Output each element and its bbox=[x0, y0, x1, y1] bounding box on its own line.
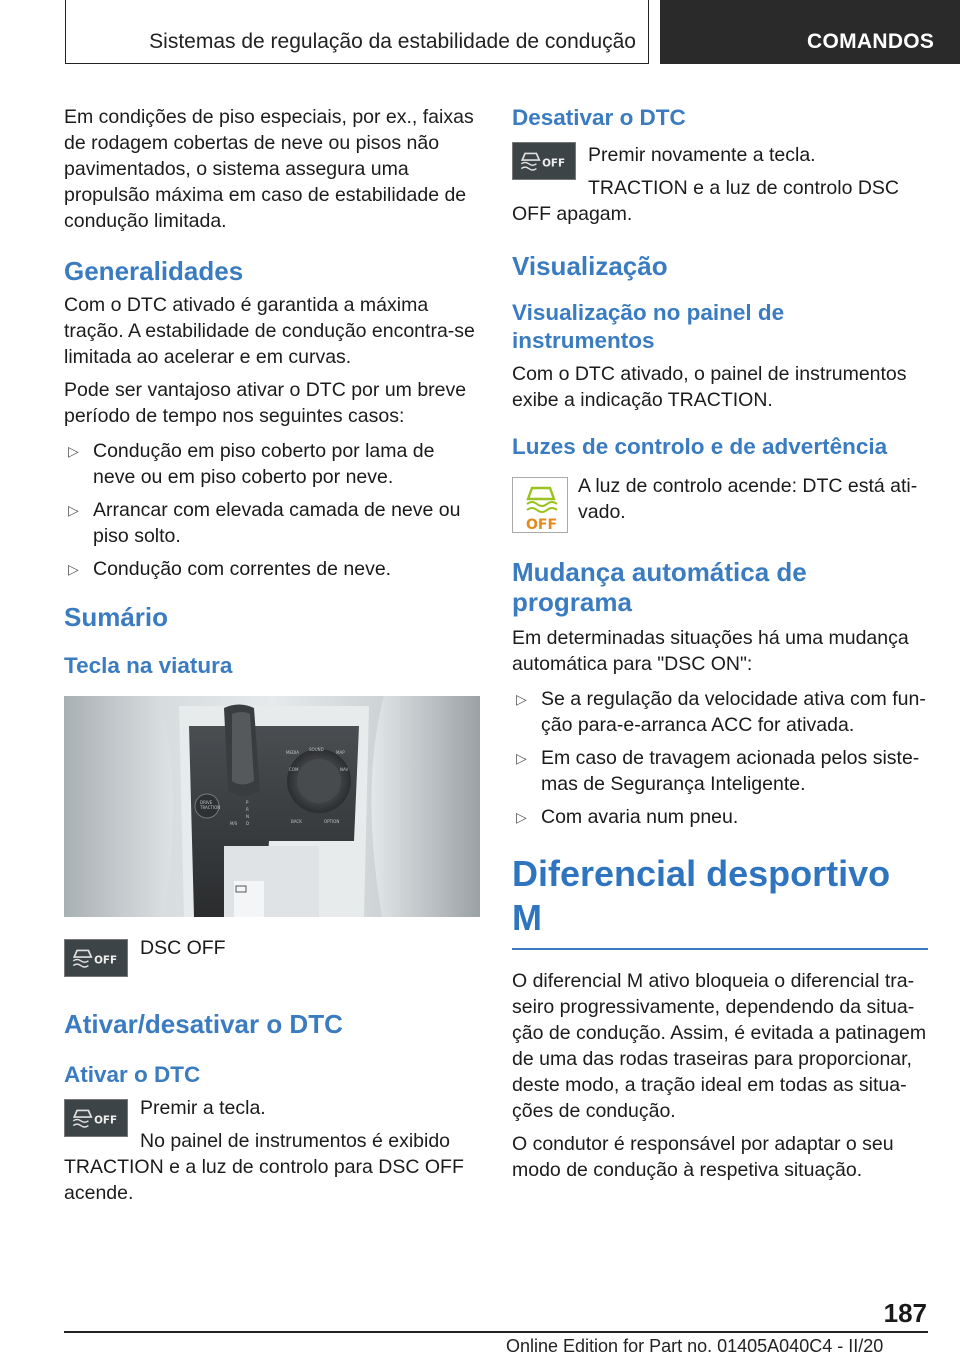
mudanca-paragraph: Em determinadas situações há uma mudança automática para "DSC ON": bbox=[512, 627, 909, 675]
header-chapter-box bbox=[660, 0, 960, 64]
triangle-bullet-icon: ▷ bbox=[68, 443, 79, 459]
photo-label: P bbox=[246, 800, 249, 805]
dsc-off-button-icon bbox=[64, 1099, 128, 1137]
list-item: ▷ Arrancar com elevada camada de neve ou piso solto. bbox=[68, 499, 461, 547]
general-paragraph-2: Pode ser vantajoso ativar o DTC por um breve período de tempo nos seguintes casos: bbox=[64, 379, 467, 427]
right-column bbox=[512, 104, 928, 1190]
tecla-heading: Tecla na viatura bbox=[64, 653, 233, 678]
triangle-bullet-icon: ▷ bbox=[68, 561, 79, 577]
photo-label: D bbox=[246, 821, 250, 826]
footer-edition: Online Edition for Part no. 01405A040C4 - II/20 bbox=[506, 1336, 884, 1356]
header-section-box bbox=[65, 0, 649, 64]
list-item: ▷ Condução com correntes de neve. bbox=[68, 558, 392, 580]
list-item: ▷ Com avaria num pneu. bbox=[516, 806, 739, 828]
photo-label: TRACTION bbox=[200, 805, 221, 810]
photo-label: MEDIA bbox=[286, 750, 299, 755]
photo-label: BACK bbox=[291, 819, 302, 824]
painel-heading: Visualização no painel de instrumentos bbox=[512, 300, 785, 353]
triangle-bullet-icon: ▷ bbox=[516, 750, 527, 766]
triangle-bullet-icon: ▷ bbox=[68, 502, 79, 518]
photo-label: N bbox=[246, 814, 249, 819]
ativar-desativar-heading: Ativar/desativar o DTC bbox=[64, 1009, 343, 1039]
footer-divider bbox=[64, 1331, 928, 1333]
left-column bbox=[64, 104, 480, 1213]
deactivate-step-2: TRACTION e a luz de controlo DSC OFF apagam. bbox=[512, 177, 900, 225]
photo-label: SOUND bbox=[309, 747, 324, 752]
center-console-photo bbox=[64, 696, 480, 917]
mudanca-heading: Mudança automática de programa bbox=[512, 557, 807, 617]
deactivate-step-1: Premir novamente a tecla. bbox=[588, 144, 816, 166]
list-item: ▷ Condução em piso coberto por lama de neve ou em piso coberto por neve. bbox=[68, 440, 435, 488]
warning-light-text: A luz de controlo acende: DTC está ativado. bbox=[578, 475, 918, 523]
photo-label: MAP bbox=[336, 750, 345, 755]
header-chapter-title: COMANDOS bbox=[807, 30, 935, 53]
diferencial-heading: Diferencial desportivo M bbox=[512, 852, 928, 950]
dsc-off-button-icon bbox=[512, 142, 576, 180]
list-item: ▷ Em caso de travagem acionada pelos sistemas de Segurança Inteligente. bbox=[516, 747, 920, 795]
diferencial-paragraph-2: O condutor é responsável por adaptar o seu modo de condução à respetiva situação. bbox=[512, 1133, 894, 1181]
dsc-off-button-icon bbox=[64, 939, 128, 977]
photo-label: OPTION bbox=[324, 819, 340, 824]
diferencial-paragraph-1: O diferencial M ativo bloqueia o diferencial traseiro progressivamente, dependendo da situação de condução. Assim, é evitada a patinagem de uma das rodas traseiras para proporcionar, deste modo, a tração ideal em todas as situações de condução. bbox=[512, 970, 927, 1122]
svg-text:OFF: OFF bbox=[94, 1114, 118, 1127]
dsc-off-row bbox=[64, 935, 480, 977]
desativar-heading: Desativar o DTC bbox=[512, 105, 686, 130]
deactivate-step-row bbox=[512, 142, 928, 227]
warning-light-row bbox=[512, 473, 928, 533]
intro-paragraph: Em condições de piso especiais, por ex., faixas de rodagem cobertas de neve ou pisos não pavimentados, o sistema assegura uma propulsão máxima em caso de estabilidade de condução limitada. bbox=[64, 106, 474, 232]
dsc-off-label: DSC OFF bbox=[140, 937, 226, 959]
photo-label: NAV bbox=[340, 767, 349, 772]
svg-text:OFF: OFF bbox=[542, 157, 566, 170]
activate-step-row bbox=[64, 1095, 480, 1206]
header-section-title: Sistemas de regulação da estabilidade de condução bbox=[149, 30, 636, 53]
activate-step-2: No painel de instrumentos é exibido TRACTION e a luz de controlo para DSC OFF acende. bbox=[64, 1130, 464, 1204]
cases-list bbox=[64, 438, 480, 582]
activate-step-1: Premir a tecla. bbox=[140, 1097, 266, 1119]
general-paragraph-1: Com o DTC ativado é garantida a máxima tração. A estabilidade de condução encontra-se limitada ao acelerar e em curvas. bbox=[64, 294, 475, 368]
photo-label: DRIVE bbox=[200, 800, 213, 805]
painel-paragraph: Com o DTC ativado, o painel de instrumentos exibe a indicação TRACTION. bbox=[512, 363, 907, 411]
generalidades-heading: Generalidades bbox=[64, 256, 244, 286]
triangle-bullet-icon: ▷ bbox=[516, 691, 527, 707]
svg-text:OFF: OFF bbox=[526, 517, 558, 533]
list-item: ▷ Se a regulação da velocidade ativa com função para-e-arranca ACC for ativada. bbox=[516, 688, 926, 736]
triangle-bullet-icon: ▷ bbox=[516, 809, 527, 825]
sumario-heading: Sumário bbox=[64, 602, 169, 632]
photo-label: R bbox=[246, 807, 249, 812]
visualizacao-heading: Visualização bbox=[512, 251, 668, 281]
traction-warning-light-icon bbox=[512, 477, 568, 533]
photo-label: M/S bbox=[230, 821, 238, 826]
ativar-heading: Ativar o DTC bbox=[64, 1062, 201, 1087]
photo-label: COM bbox=[289, 767, 299, 772]
svg-text:OFF: OFF bbox=[94, 954, 118, 967]
page-number: 187 bbox=[883, 1298, 927, 1328]
auto-cases-list bbox=[512, 686, 928, 830]
luzes-heading: Luzes de controlo e de advertência bbox=[512, 434, 888, 459]
